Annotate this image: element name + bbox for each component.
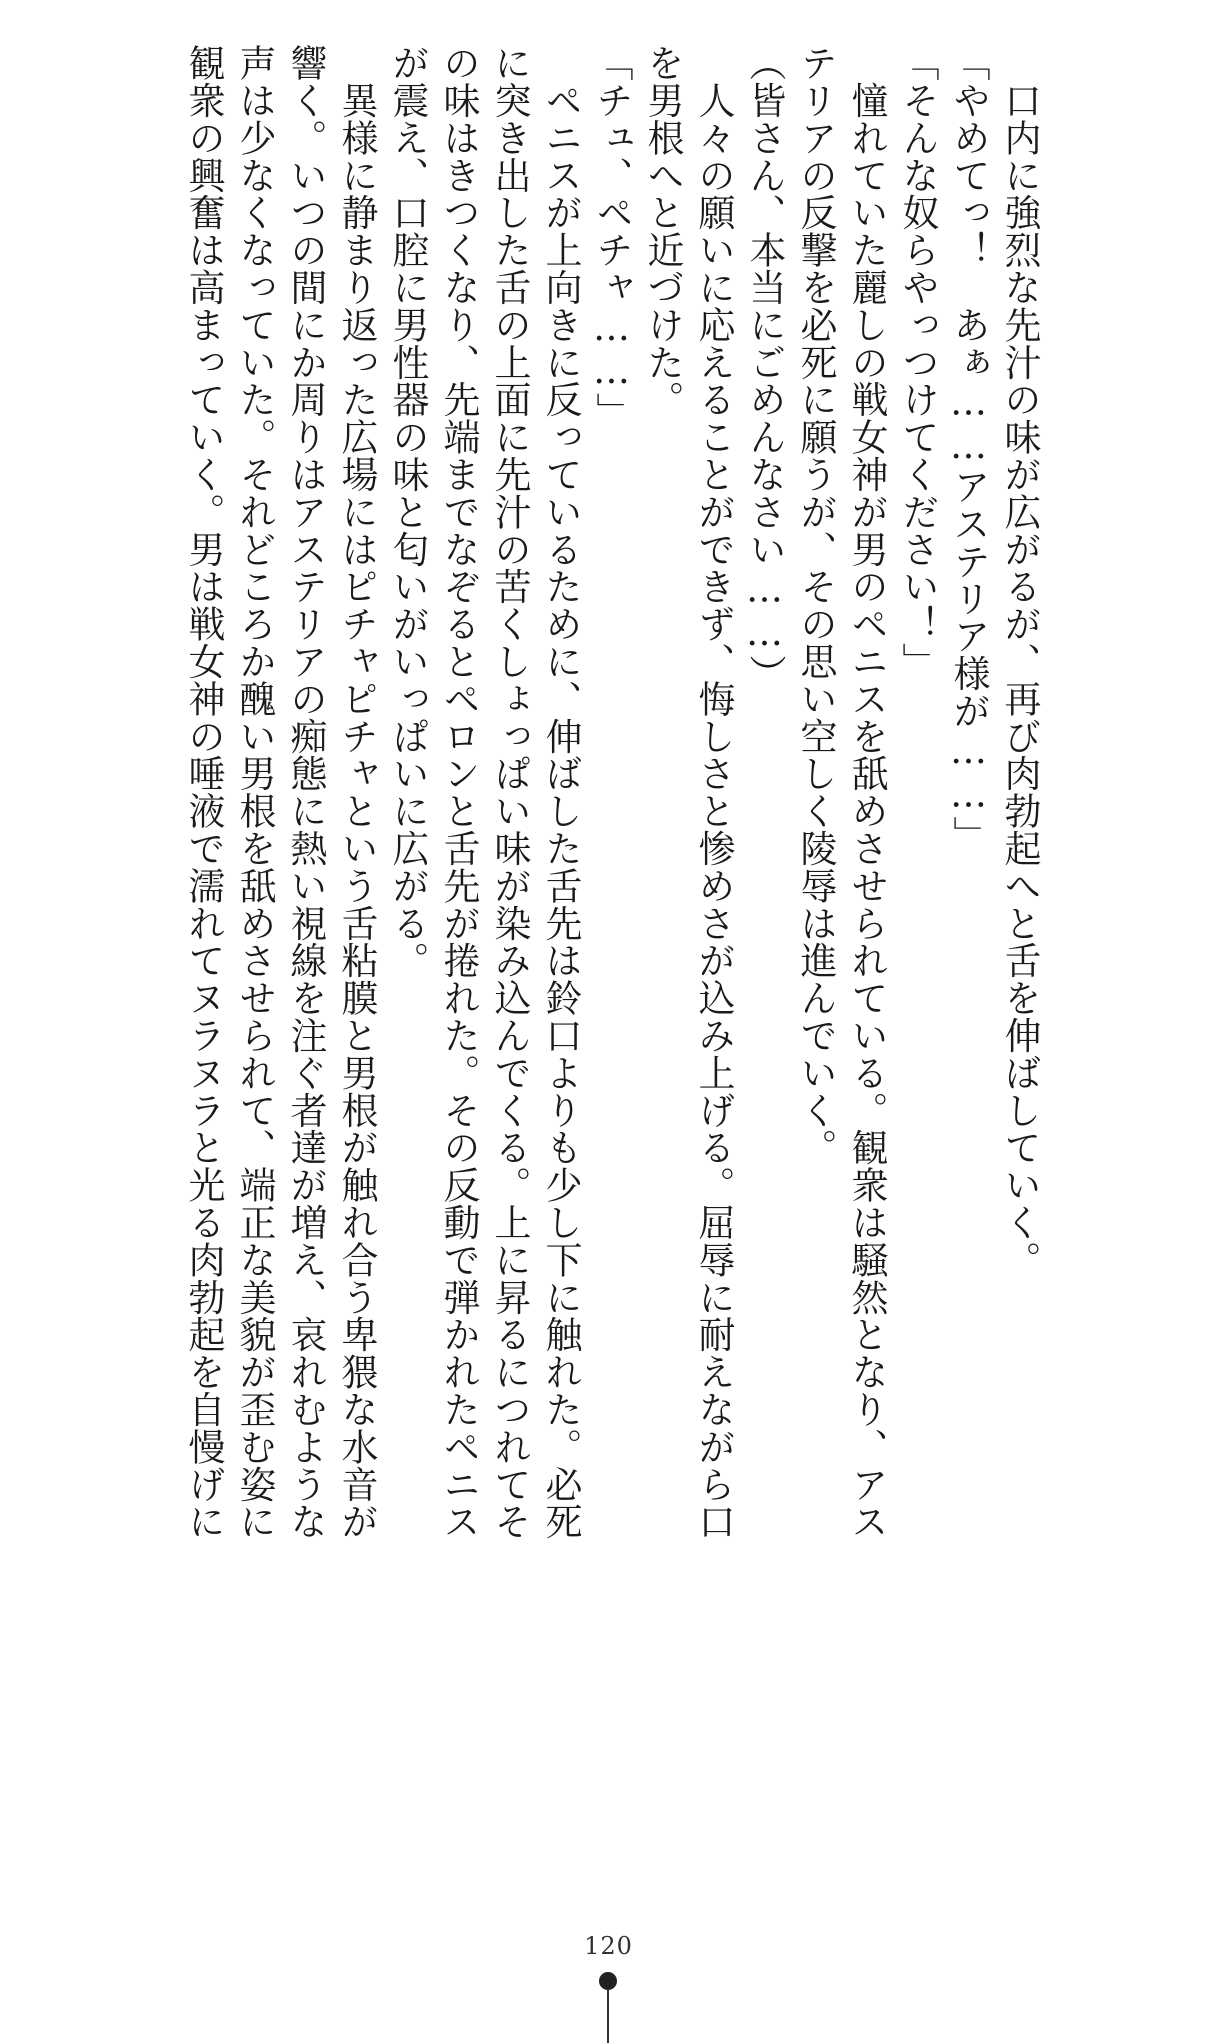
text-line: を男根へと近づけた。 xyxy=(641,44,684,418)
text-line: （皆さん、本当にごめんなさい……） xyxy=(743,44,786,692)
vertical-text-body xyxy=(137,44,1045,1684)
page-number: 120 xyxy=(584,1932,633,1960)
text-line: ペニスが上向きに反っているために、伸ばした舌先は鈴口よりも少し下に触れた。必死 xyxy=(539,44,582,1540)
text-line: 観衆の興奮は高まっていく。男は戦女神の唾液で濡れてヌラヌラと光る肉勃起を自慢げに xyxy=(182,44,225,1540)
text-line: 声は少なくなっていた。それどころか醜い男根を舐めさせられて、端正な美貌が歪む姿に xyxy=(233,44,276,1540)
text-line: 憧れていた麗しの戦女神が男のペニスを舐めさせられている。観衆は騒然となり、アス xyxy=(845,44,888,1540)
text-line: 響く。いつの間にか周りはアステリアの痴態に熱い視線を注ぐ者達が増え、哀れむような xyxy=(284,44,327,1541)
page-marker-icon xyxy=(598,1972,618,2043)
text-line: に突き出した舌の上面に先汁の苦くしょっぱい味が染み込んでくる。上に昇るにつれてそ xyxy=(488,44,531,1540)
text-line: テリアの反撃を必死に願うが、その思い空しく陵辱は進んでいく。 xyxy=(794,44,837,1166)
text-line: 異様に静まり返った広場にはピチャピチャという舌粘膜と男根が触れ合う卑猥な水音が xyxy=(335,44,378,1540)
text-line: 「チュ、ペチャ……」 xyxy=(590,44,633,430)
text-line: 「そんな奴らやっつけてください！」 xyxy=(896,44,939,680)
text-line: 人々の願いに応えることができず、悔しさと惨めさが込み上げる。屈辱に耐えながら口 xyxy=(692,44,735,1540)
marker-line xyxy=(607,1990,609,2043)
text-line: 口内に強烈な先汁の味が広がるが、再び肉勃起へと舌を伸ばしていく。 xyxy=(998,44,1041,1279)
text-line: 「やめてっ！ あぁ……アステリア様が……」 xyxy=(947,44,990,854)
text-line: の味はきつくなり、先端までなぞるとペロンと舌先が捲れた。その反動で弾かれたペニス xyxy=(437,44,480,1540)
text-line: が震え、口腔に男性器の味と匂いがいっぱいに広がる。 xyxy=(386,44,429,979)
marker-dot xyxy=(599,1972,617,1990)
